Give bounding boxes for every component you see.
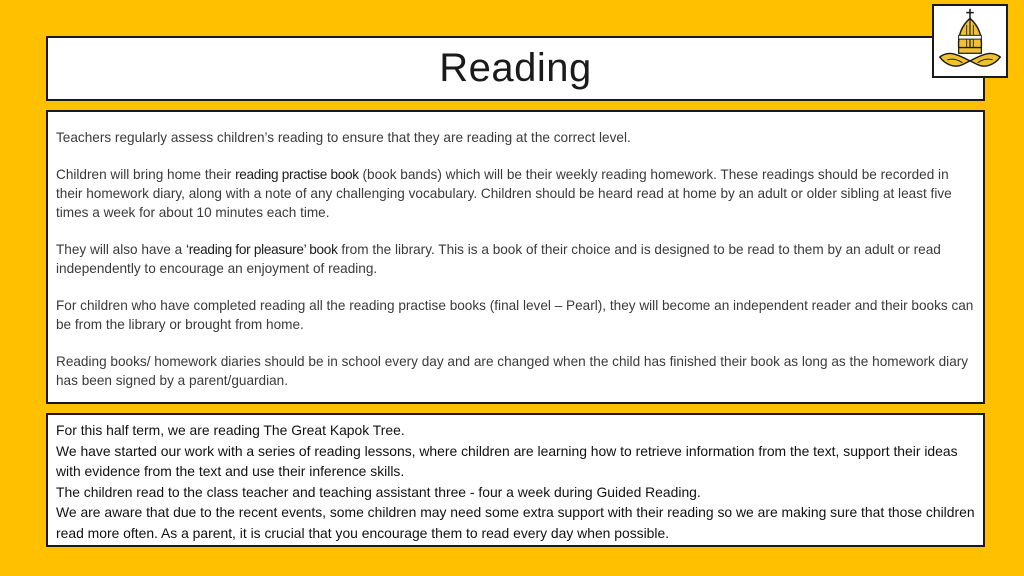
title-box (46, 36, 985, 101)
reading-info-panel (46, 110, 985, 404)
term-line-support: We are aware that due to the recent events, some children may need some extra support with their reading so we are making sure that those children read more often. As a parent, it is crucial that you encourage them to read every day when possible. (56, 504, 975, 541)
text-run: from the library. This is a book of their choice and is designed to be read to them by an adult or read independently to encourage an enjoyment of reading. (56, 242, 941, 276)
text-run: Children will bring home their (56, 167, 236, 182)
mitre-crest-icon (934, 6, 1006, 76)
term-line-lessons: We have started our work with a series of reading lessons, where children are learning how to retrieve information from the text, support their ideas with evidence from the text and use their inference skills. (56, 442, 958, 479)
paragraph-practise-book (56, 165, 975, 222)
term-line-guided-reading: The children read to the class teacher and teaching assistant three - four a week during Guided Reading. (56, 483, 701, 500)
term-line-book: For this half term, we are reading The Great Kapok Tree. (56, 422, 405, 438)
paragraph-pleasure-book (56, 240, 975, 278)
paragraph-assessment: Teachers regularly assess children’s reading to ensure that they are reading at the correct level. (56, 130, 631, 145)
highlight-reading-for-pleasure: ‘reading for pleasure’ book (185, 242, 338, 257)
page-title: Reading (439, 46, 592, 90)
half-term-panel (46, 413, 985, 547)
text-run: They will also have a (56, 242, 186, 257)
paragraph-diaries: Reading books/ homework diaries should be in school every day and are changed when the child has finished their book as long as the homework diary has been signed by a parent/guardian. (56, 354, 969, 388)
text-run: (book bands) which will be their weekly reading homework. These readings should be recorded in their homework diary, along with a note of any challenging vocabulary. Children should be heard read at home by an adult or older sibling at least five times a week for about 10 minutes each time. (56, 167, 952, 220)
school-logo (932, 4, 1008, 78)
paragraph-independent-reader: For children who have completed reading all the reading practise books (final level – Pearl), they will become an independent reader and their books can be from the library or brought from home. (56, 298, 974, 332)
highlight-reading-practise-book: reading practise book (235, 167, 359, 182)
